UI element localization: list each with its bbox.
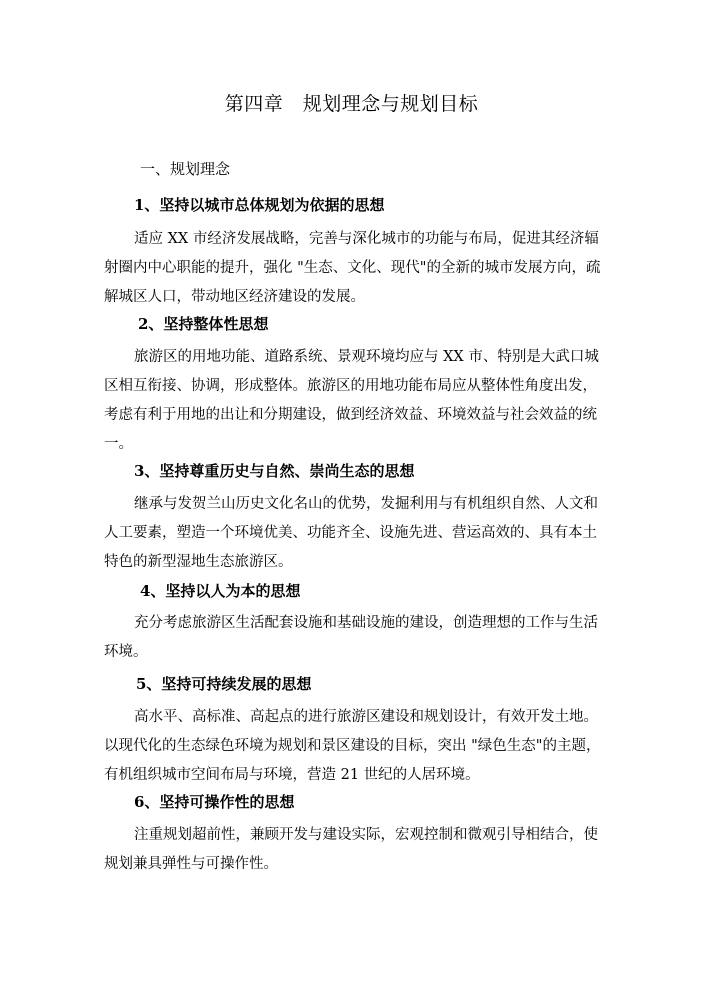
principle-heading-2: 2、坚持整体性思想 — [138, 315, 269, 333]
paragraph-line: 特色的新型湿地生态旅游区。 — [104, 554, 293, 570]
principle-heading-3: 3、坚持尊重历史与自然、崇尚生态的思想 — [134, 462, 415, 480]
principle-heading-5: 5、坚持可持续发展的思想 — [136, 675, 312, 693]
paragraph-line: 适应 XX 市经济发展战略，完善与深化城市的功能与布局，促进其经济辐 — [134, 231, 599, 247]
principle-paragraph-6 — [104, 821, 598, 879]
section-title: 一、规划理念 — [140, 160, 231, 178]
principle-heading-6: 6、坚持可操作性的思想 — [134, 793, 295, 811]
paragraph-line: 高水平、高标准、高起点的进行旅游区建设和规划设计，有效开发土地。 — [134, 709, 598, 725]
paragraph-line: 环境。 — [104, 644, 148, 660]
paragraph-line: 以现代化的生态绿色环境为规划和景区建设的目标，突出 "绿色生态"的主题， — [104, 738, 601, 754]
paragraph-line: 规划兼具弹性与可操作性。 — [104, 856, 278, 872]
paragraph-line: 充分考虑旅游区生活配套设施和基础设施的建设，创造理想的工作与生活 — [134, 615, 598, 631]
paragraph-line: 有机组织城市空间布局与环境，营造 21 世纪的人居环境。 — [104, 767, 480, 783]
principle-paragraph-4 — [104, 609, 598, 667]
principle-paragraph-1 — [104, 225, 601, 312]
principle-heading-4: 4、坚持以人为本的思想 — [140, 582, 301, 600]
paragraph-line: 旅游区的用地功能、道路系统、景观环境均应与 XX 市、特别是大武口城 — [134, 349, 599, 365]
paragraph-line: 解城区人口，带动地区经济建设的发展。 — [104, 289, 365, 305]
paragraph-line: 区相互衔接、协调，形成整体。旅游区的用地功能布局应从整体性角度出发， — [104, 378, 597, 394]
paragraph-line: 考虑有利于用地的出让和分期建设，做到经济效益、环境效益与社会效益的统 — [104, 407, 597, 423]
principle-heading-1: 1、坚持以城市总体规划为依据的思想 — [134, 196, 385, 214]
paragraph-line: 射圈内中心职能的提升，强化 "生态、文化、现代"的全新的城市发展方向，疏 — [104, 260, 601, 276]
principle-paragraph-5 — [104, 703, 601, 790]
principle-paragraph-2 — [104, 343, 599, 459]
chapter-title: 第四章 规划理念与规划目标 — [224, 93, 479, 115]
paragraph-line: 继承与发贺兰山历史文化名山的优势，发掘利用与有机组织自然、人文和 — [134, 496, 598, 512]
paragraph-line: 人工要素，塑造一个环境优美、功能齐全、设施先进、营运高效的、具有本土 — [104, 525, 597, 541]
paragraph-line: 一。 — [104, 436, 133, 452]
principle-paragraph-3 — [104, 490, 598, 577]
paragraph-line: 注重规划超前性，兼顾开发与建设实际，宏观控制和微观引导相结合，使 — [134, 827, 598, 843]
